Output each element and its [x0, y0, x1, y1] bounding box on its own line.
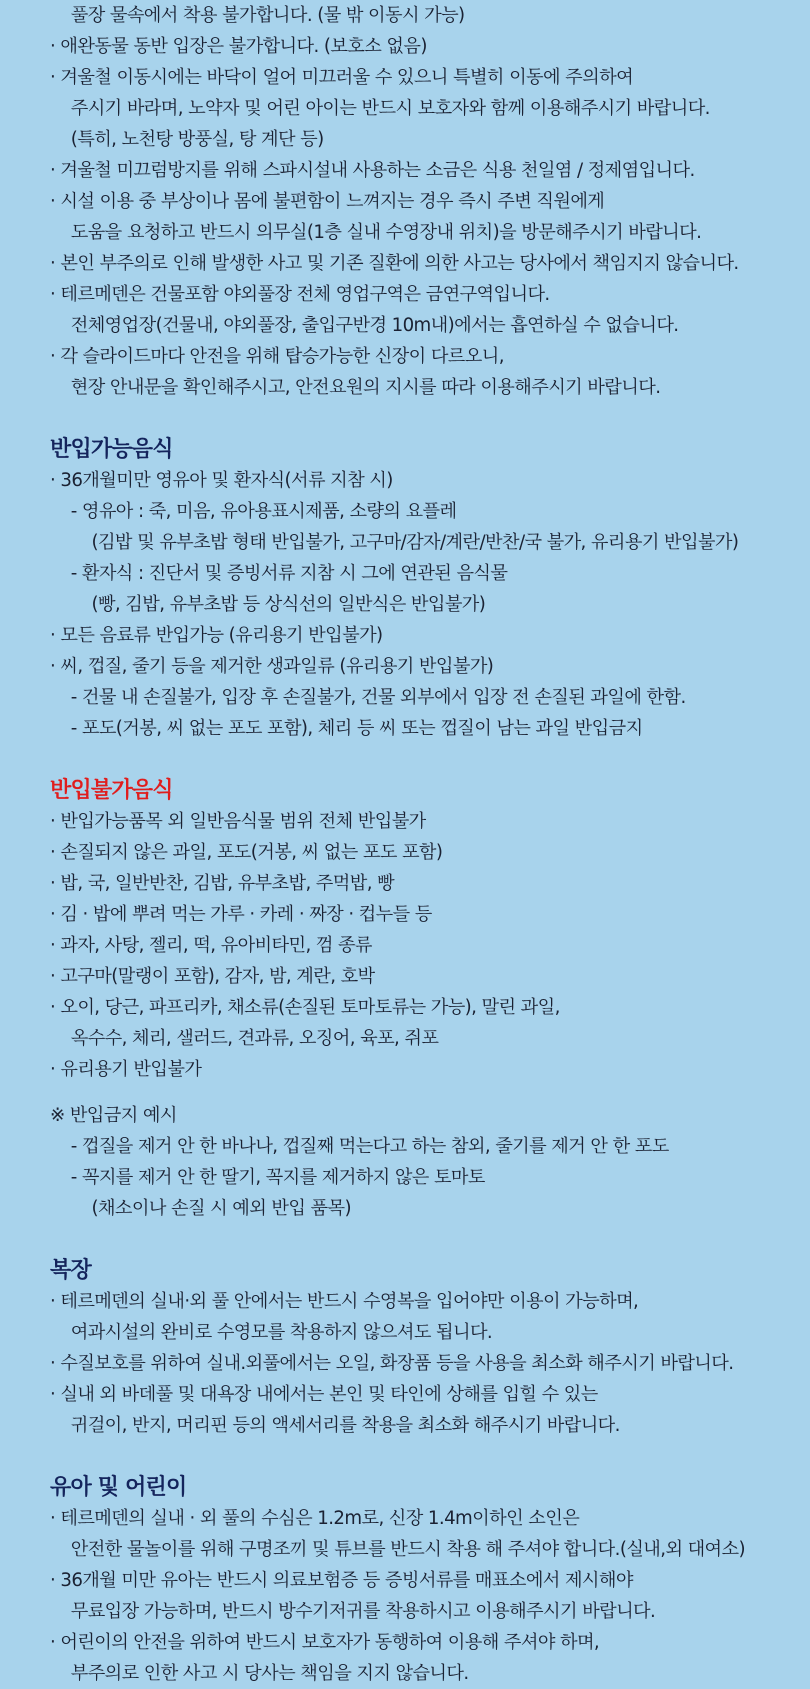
rule-line: · 애완동물 동반 입장은 불가합니다. (보호소 없음)	[50, 36, 427, 57]
attire-line: · 실내 외 바데풀 및 대욕장 내에서는 본인 및 타인에 상해를 입힐 수 있는	[50, 1384, 598, 1405]
banned-food-line: · 김 · 밥에 뿌려 먹는 가루 · 카레 · 짜장 · 컵누들 등	[50, 904, 432, 925]
banned-food-line: · 과자, 사탕, 젤리, 떡, 유아비타민, 껌 종류	[50, 935, 372, 956]
allowed-food-line: - 환자식 : 진단서 및 증빙서류 지참 시 그에 연관된 음식물	[50, 563, 508, 584]
allowed-food-line: - 건물 내 손질불가, 입장 후 손질불가, 건물 외부에서 입장 전 손질된 과일에 한함.	[50, 687, 686, 708]
rule-line: · 각 슬라이드마다 안전을 위해 탑승가능한 신장이 다르오니,	[50, 346, 504, 367]
banned-example-line: (채소이나 손질 시 예외 반입 품목)	[50, 1198, 351, 1219]
allowed-food-line: (빵, 김밥, 유부초밥 등 상식선의 일반식은 반입불가)	[50, 594, 486, 615]
attire-line: 여과시설의 완비로 수영모를 착용하지 않으셔도 됩니다.	[50, 1322, 493, 1343]
banned-food-heading: 반입불가음식	[50, 778, 173, 803]
allowed-food-line: · 36개월미만 영유아 및 환자식(서류 지참 시)	[50, 470, 393, 491]
children-heading: 유아 및 어린이	[50, 1475, 187, 1500]
children-line: · 테르메덴의 실내 · 외 풀의 수심은 1.2m로, 신장 1.4m이하인 소인은	[50, 1508, 580, 1529]
rule-line: 풀장 물속에서 착용 불가합니다. (물 밖 이동시 가능)	[50, 5, 465, 26]
banned-food-line: · 밥, 국, 일반반찬, 김밥, 유부초밥, 주먹밥, 빵	[50, 873, 395, 894]
allowed-food-line: · 씨, 껍질, 줄기 등을 제거한 생과일류 (유리용기 반입불가)	[50, 656, 494, 677]
allowed-food-section	[50, 434, 810, 744]
allowed-food-line: - 영유아 : 죽, 미음, 유아용표시제품, 소량의 요플레	[50, 501, 457, 522]
attire-line: 귀걸이, 반지, 머리핀 등의 액세서리를 착용을 최소화 해주시기 바랍니다.	[50, 1415, 620, 1436]
rule-line: 도움을 요청하고 반드시 의무실(1층 실내 수영장내 위치)을 방문해주시기 바랍니다.	[50, 222, 702, 243]
rule-line: (특히, 노천탕 방풍실, 탕 계단 등)	[50, 129, 324, 150]
rule-line: · 본인 부주의로 인해 발생한 사고 및 기존 질환에 의한 사고는 당사에서 책임지지 않습니다.	[50, 253, 739, 274]
children-line: 부주의로 인한 사고 시 당사는 책임을 지지 않습니다.	[50, 1663, 469, 1684]
banned-food-line: · 반입가능품목 외 일반음식물 범위 전체 반입불가	[50, 811, 426, 832]
rule-line: 주시기 바라며, 노약자 및 어린 아이는 반드시 보호자와 함께 이용해주시기 바랍니다.	[50, 98, 710, 119]
children-line: · 어린이의 안전을 위하여 반드시 보호자가 동행하여 이용해 주셔야 하며,	[50, 1632, 600, 1653]
rule-line: · 테르메덴은 건물포함 야외풀장 전체 영업구역은 금연구역입니다.	[50, 284, 550, 305]
rule-line: · 겨울철 이동시에는 바닥이 얼어 미끄러울 수 있으니 특별히 이동에 주의하여	[50, 67, 634, 88]
banned-food-line: · 유리용기 반입불가	[50, 1059, 202, 1080]
banned-food-line: · 고구마(말랭이 포함), 감자, 밤, 계란, 호박	[50, 966, 375, 987]
attire-heading: 복장	[50, 1258, 91, 1283]
banned-example-note: ※ 반입금지 예시	[50, 1105, 177, 1126]
allowed-food-line: - 포도(거봉, 씨 없는 포도 포함), 체리 등 씨 또는 껍질이 남는 과일 반입금지	[50, 718, 643, 739]
children-section	[50, 1472, 810, 1689]
rule-line: 현장 안내문을 확인해주시고, 안전요원의 지시를 따라 이용해주시기 바랍니다.	[50, 377, 661, 398]
children-line: 안전한 물놀이를 위해 구명조끼 및 튜브를 반드시 착용 해 주셔야 합니다.(실내,외 대여소)	[50, 1539, 745, 1560]
attire-line: · 테르메덴의 실내·외 풀 안에서는 반드시 수영복을 입어야만 이용이 가능하며,	[50, 1291, 639, 1312]
allowed-food-line: (김밥 및 유부초밥 형태 반입불가, 고구마/감자/계란/반찬/국 불가, 유리용기 반입불가)	[50, 532, 739, 553]
children-line: 무료입장 가능하며, 반드시 방수기저귀를 착용하시고 이용해주시기 바랍니다.	[50, 1601, 656, 1622]
banned-example-line: - 꼭지를 제거 안 한 딸기, 꼭지를 제거하지 않은 토마토	[50, 1167, 485, 1188]
rule-line: · 시설 이용 중 부상이나 몸에 불편함이 느껴지는 경우 즉시 주변 직원에게	[50, 191, 605, 212]
banned-food-line: 옥수수, 체리, 샐러드, 견과류, 오징어, 육포, 쥐포	[50, 1028, 439, 1049]
general-rules-section	[50, 0, 810, 403]
banned-food-line: · 손질되지 않은 과일, 포도(거봉, 씨 없는 포도 포함)	[50, 842, 443, 863]
attire-line: · 수질보호를 위하여 실내.외풀에서는 오일, 화장품 등을 사용을 최소화 해주시기 바랍니다.	[50, 1353, 734, 1374]
rule-line: 전체영업장(건물내, 야외풀장, 출입구반경 10m내)에서는 흡연하실 수 없습니다.	[50, 315, 679, 336]
banned-food-section	[50, 775, 810, 1224]
allowed-food-heading: 반입가능음식	[50, 437, 173, 462]
children-line: · 36개월 미만 유아는 반드시 의료보험증 등 증빙서류를 매표소에서 제시해야	[50, 1570, 633, 1591]
attire-section	[50, 1255, 810, 1441]
banned-example-line: - 껍질을 제거 안 한 바나나, 껍질째 먹는다고 하는 참외, 줄기를 제거 안 한 포도	[50, 1136, 669, 1157]
allowed-food-line: · 모든 음료류 반입가능 (유리용기 반입불가)	[50, 625, 383, 646]
rule-line: · 겨울철 미끄럼방지를 위해 스파시설내 사용하는 소금은 식용 천일염 / 정제염입니다.	[50, 160, 695, 181]
banned-food-line: · 오이, 당근, 파프리카, 채소류(손질된 토마토류는 가능), 말린 과일,	[50, 997, 560, 1018]
